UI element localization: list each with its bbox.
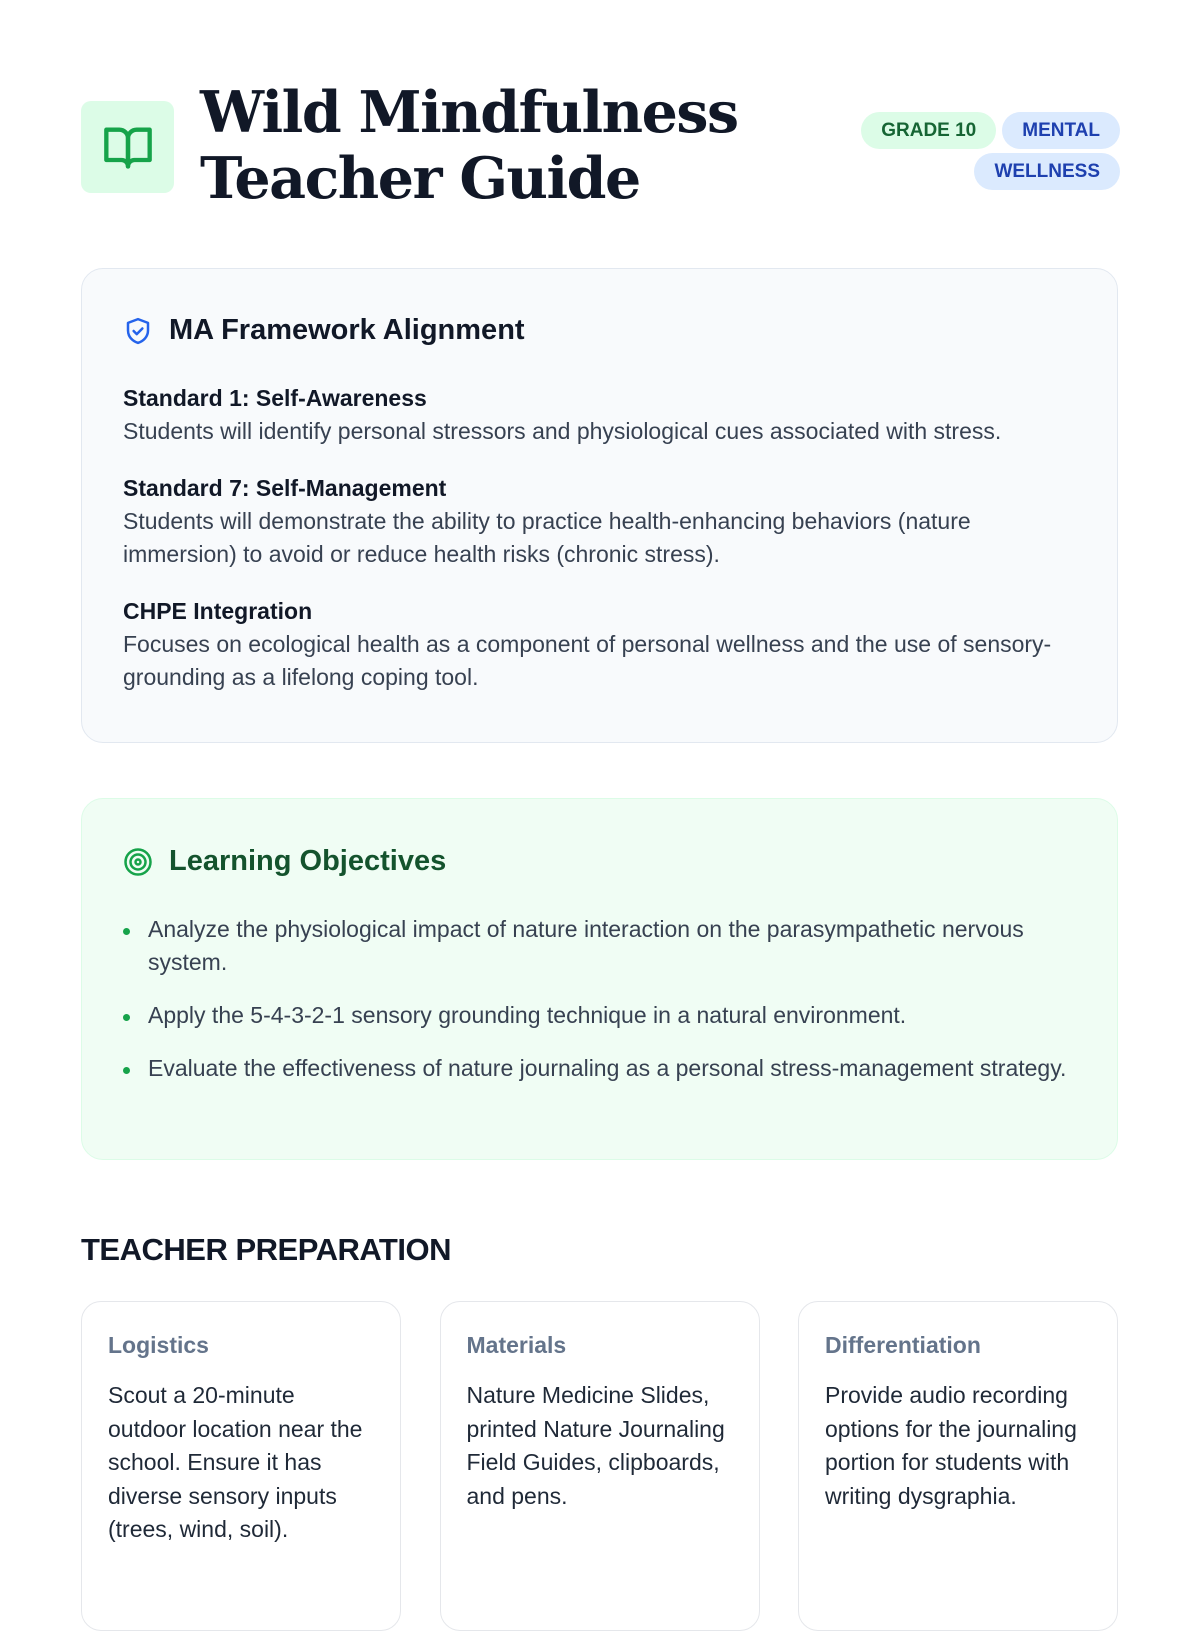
framework-card xyxy=(81,268,1118,743)
preparation-cards xyxy=(81,1301,1118,1631)
grade-badge: GRADE 10 xyxy=(861,112,996,149)
framework-title: MA Framework Alignment xyxy=(169,314,525,346)
topic-badge: MENTAL WELLNESS xyxy=(974,112,1120,190)
standard-description: Students will demonstrate the ability to practice health-enhancing behaviors (nature immersion) to avoid or reduce health risks (chronic stress). xyxy=(123,508,971,567)
objective-text: Evaluate the effectiveness of nature journaling as a personal stress-management strategy. xyxy=(148,1055,1067,1081)
standard-title: Standard 1: Self-Awareness xyxy=(123,385,427,411)
guide-logo xyxy=(81,101,174,193)
objective-text: Apply the 5-4-3-2-1 sensory grounding technique in a natural environment. xyxy=(148,1002,907,1028)
standard-item xyxy=(123,596,1083,694)
list-item xyxy=(123,1052,1083,1085)
standard-description: Focuses on ecological health as a component of personal wellness and the use of sensory-grounding as a lifelong coping tool. xyxy=(123,631,1052,690)
prep-card-title: Materials xyxy=(466,1332,567,1358)
page-title: Wild Mindfulness Teacher Guide xyxy=(200,79,738,212)
guide-header xyxy=(81,0,1120,240)
prep-card-text: Nature Medicine Slides, printed Nature Journaling Field Guides, clipboards, and pens. xyxy=(466,1382,725,1509)
framework-card-header xyxy=(123,314,525,347)
logistics-card xyxy=(81,1301,401,1631)
differentiation-card xyxy=(798,1301,1118,1631)
prep-card-text: Provide audio recording options for the journaling portion for students with writing dysgraphia. xyxy=(825,1382,1077,1509)
shield-check-icon xyxy=(123,316,153,346)
list-item xyxy=(123,999,1083,1032)
standard-item xyxy=(123,383,1083,448)
objectives-card xyxy=(81,798,1118,1160)
teacher-guide-page xyxy=(81,0,1120,1542)
open-book-icon xyxy=(102,121,154,173)
standards-list xyxy=(123,383,1083,719)
standard-title: CHPE Integration xyxy=(123,598,313,624)
bullet-dot xyxy=(123,1014,130,1021)
bullet-dot xyxy=(123,1067,130,1074)
list-item xyxy=(123,913,1083,979)
standard-item xyxy=(123,473,1083,571)
objectives-list xyxy=(123,913,1083,1105)
materials-card xyxy=(440,1301,760,1631)
badge-group xyxy=(860,111,1120,193)
preparation-heading: TEACHER PREPARATION xyxy=(81,1232,451,1267)
bullet-dot xyxy=(123,928,130,935)
prep-card-title: Logistics xyxy=(108,1332,209,1358)
prep-card-text: Scout a 20-minute outdoor location near the school. Ensure it has diverse sensory inputs (trees, wind, soil). xyxy=(108,1382,363,1542)
target-icon xyxy=(123,847,153,877)
objectives-title: Learning Objectives xyxy=(169,845,447,877)
objectives-card-header xyxy=(123,845,446,878)
standard-title: Standard 7: Self-Management xyxy=(123,475,447,501)
objective-text: Analyze the physiological impact of nature interaction on the parasympathetic nervous system. xyxy=(148,916,1024,975)
standard-description: Students will identify personal stressors and physiological cues associated with stress. xyxy=(123,418,1002,444)
prep-card-title: Differentiation xyxy=(825,1332,981,1358)
